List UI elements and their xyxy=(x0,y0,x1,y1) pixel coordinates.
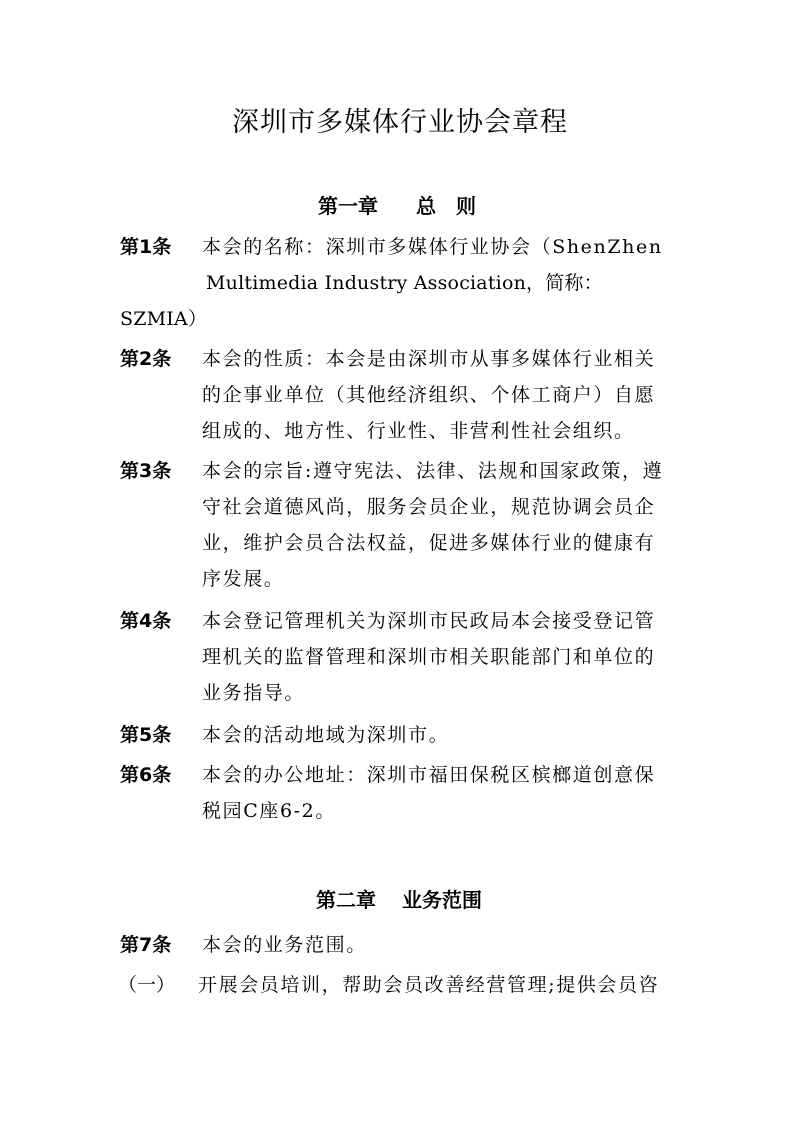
article-text-line: 序发展。 xyxy=(202,568,285,590)
article-label: 第2条 xyxy=(120,348,172,370)
scope-item-text: 开展会员培训，帮助会员改善经营管理;提供会员咨 xyxy=(198,974,660,996)
article-text-line: 业务指导。 xyxy=(202,682,306,704)
article-text-line: 守社会道德风尚，服务会员企业，规范协调会员企 xyxy=(202,496,656,518)
chapter-1-label: 第一章 xyxy=(318,194,378,218)
article-text-line: SZMIA） xyxy=(120,308,208,330)
chapter-1-name: 总 则 xyxy=(416,194,476,218)
article-text-line: 本会的名称：深圳市多媒体行业协会（ShenZhen xyxy=(202,236,663,258)
document-title: 深圳市多媒体行业协会章程 xyxy=(232,107,568,138)
article-text-line: 业，维护会员合法权益，促进多媒体行业的健康有 xyxy=(202,532,656,554)
article-text-line: 本会的性质：本会是由深圳市从事多媒体行业相关 xyxy=(202,348,656,370)
article-text-line: 的企事业单位（其他经济组织、个体工商户）自愿 xyxy=(202,384,656,406)
article-text-line: 理机关的监督管理和深圳市相关职能部门和单位的 xyxy=(202,646,656,668)
article-label: 第6条 xyxy=(120,764,172,786)
scope-item-label: （一） xyxy=(118,974,176,996)
article-label: 第1条 xyxy=(120,236,172,258)
article-text-line: 本会登记管理机关为深圳市民政局本会接受登记管 xyxy=(202,610,656,632)
article-label: 第4条 xyxy=(120,610,172,632)
article-text-line: Multimedia Industry Association，简称： xyxy=(206,272,603,294)
article-text-line: 税园C座6-2。 xyxy=(202,800,336,822)
article-label: 第3条 xyxy=(120,460,172,482)
chapter-2-label: 第二章 xyxy=(316,888,376,912)
article-text-line: 本会的业务范围。 xyxy=(202,934,367,956)
article-text-line: 本会的活动地域为深圳市。 xyxy=(202,724,450,746)
article-label: 第7条 xyxy=(120,934,172,956)
article-text-line: 本会的办公地址：深圳市福田保税区槟榔道创意保 xyxy=(202,764,656,786)
chapter-2-name: 业务范围 xyxy=(402,888,482,912)
article-label: 第5条 xyxy=(120,724,172,746)
article-text-line: 本会的宗旨:遵守宪法、法律、法规和国家政策，遵 xyxy=(202,460,664,482)
article-text-line: 组成的、地方性、行业性、非营利性社会组织。 xyxy=(202,420,635,442)
